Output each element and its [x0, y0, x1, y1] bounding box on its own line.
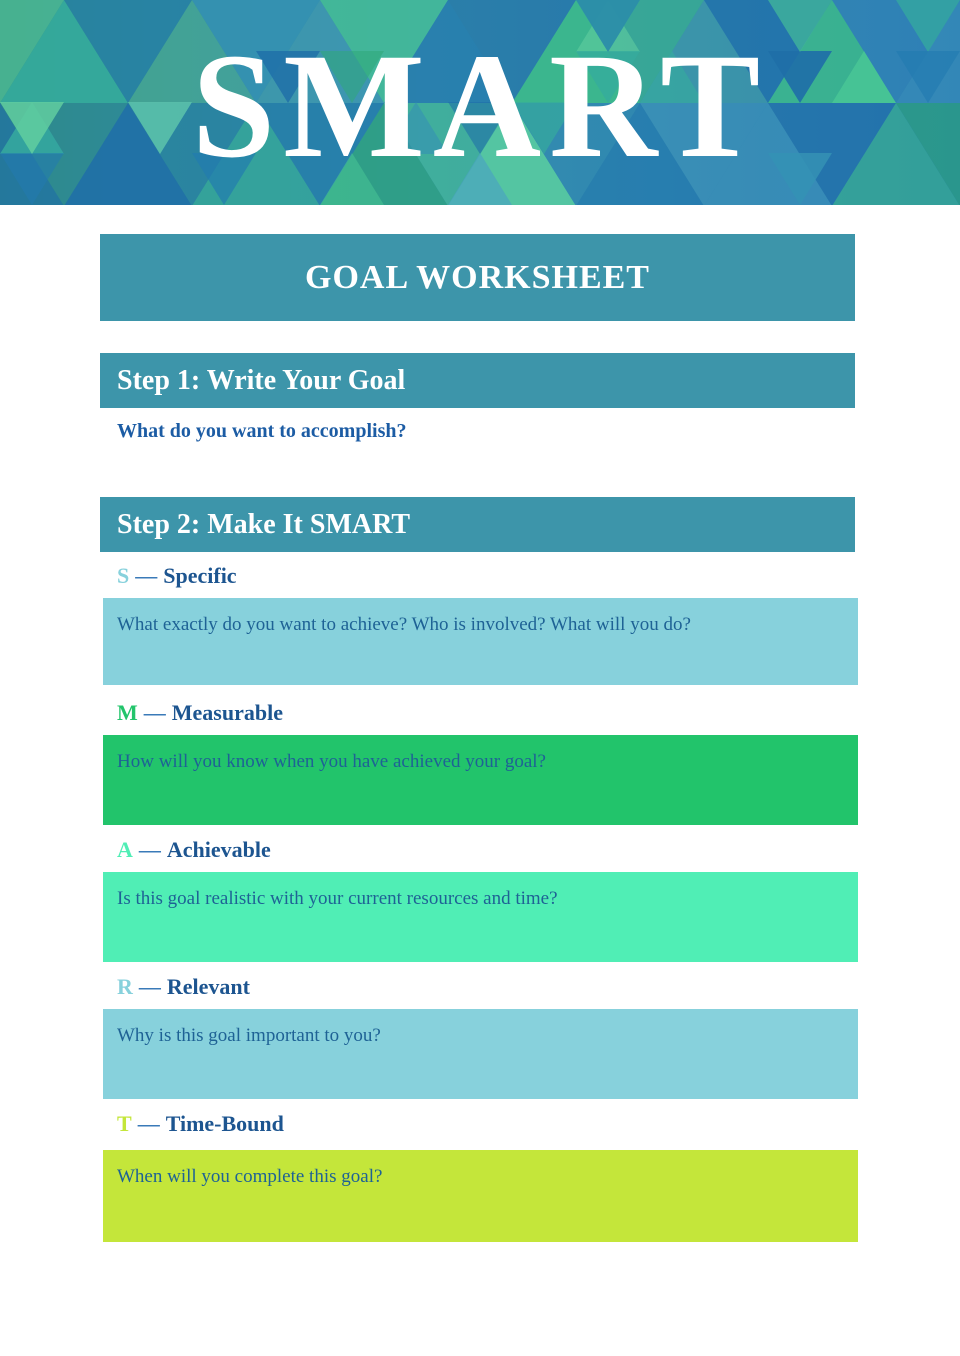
section-name-time-bound: Time-Bound — [165, 1111, 284, 1136]
section-heading-measurable — [117, 700, 283, 726]
dash: — — [135, 563, 158, 588]
banner-title: SMART — [191, 22, 769, 189]
section-name-specific: Specific — [163, 563, 237, 588]
section-heading-relevant — [117, 974, 250, 1000]
answer-box-achievable[interactable] — [103, 872, 858, 962]
worksheet-title-bar — [100, 234, 855, 321]
letter-m: M — [117, 700, 138, 725]
dash: — — [138, 837, 161, 862]
dash: — — [137, 1111, 160, 1136]
section-heading-time-bound — [117, 1111, 284, 1137]
section-name-achievable: Achievable — [166, 837, 271, 862]
answer-box-measurable[interactable] — [103, 735, 858, 825]
banner — [0, 0, 960, 205]
section-question-relevant: Why is this goal important to you? — [117, 1025, 381, 1046]
section-question-time-bound: When will you complete this goal? — [117, 1166, 383, 1187]
step2-label: Step 2: Make It SMART — [117, 508, 411, 540]
step2-header-bar — [100, 497, 855, 552]
step1-label: Step 1: Write Your Goal — [117, 364, 406, 396]
dash: — — [138, 974, 161, 999]
dash: — — [143, 700, 166, 725]
letter-a: A — [117, 837, 133, 862]
section-name-measurable: Measurable — [171, 700, 283, 725]
section-heading-specific — [117, 563, 237, 589]
step1-header-bar — [100, 353, 855, 408]
section-question-measurable: How will you know when you have achieved your goal? — [117, 751, 546, 772]
answer-box-time-bound[interactable] — [103, 1150, 858, 1242]
section-heading-achievable — [117, 837, 271, 863]
answer-box-specific[interactable] — [103, 598, 858, 685]
answer-box-relevant[interactable] — [103, 1009, 858, 1099]
worksheet-title: GOAL WORKSHEET — [305, 258, 650, 296]
section-question-achievable: Is this goal realistic with your current resources and time? — [117, 888, 558, 909]
letter-s: S — [117, 563, 130, 588]
letter-t: T — [117, 1111, 132, 1136]
section-question-specific: What exactly do you want to achieve? Who is involved? What will you do? — [117, 614, 691, 635]
letter-r: R — [117, 974, 133, 999]
section-name-relevant: Relevant — [166, 974, 250, 999]
step1-question: What do you want to accomplish? — [117, 420, 407, 442]
